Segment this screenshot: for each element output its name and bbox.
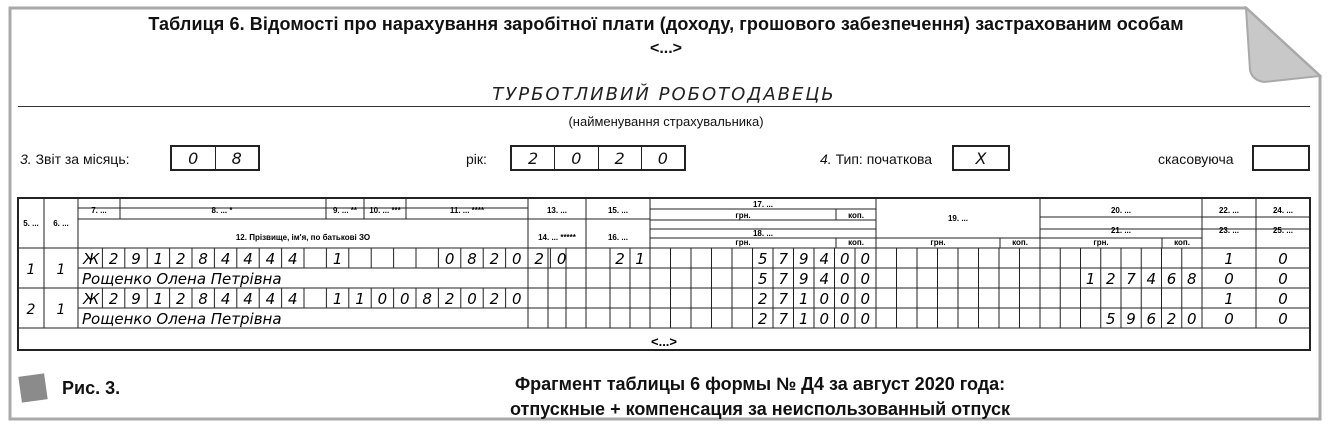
code-char: 2 xyxy=(489,290,500,308)
col-18-digit: 2 xyxy=(757,310,768,328)
figure-caption xyxy=(420,372,1100,422)
code-char: 2 xyxy=(108,250,119,268)
code-char: 2 xyxy=(534,250,544,268)
col-18-digit: 0 xyxy=(860,270,871,288)
col-21-digit: 7 xyxy=(1126,270,1136,288)
col-17-digit: 0 xyxy=(860,250,871,268)
col-17-digit: 1 xyxy=(798,290,809,308)
header-col-19-grn: грн. xyxy=(930,238,946,247)
col-17-digit: 2 xyxy=(757,290,768,308)
type-initial-mark: X xyxy=(975,148,987,168)
code-char: Ж xyxy=(83,250,100,268)
year-digit: 2 xyxy=(598,147,641,169)
col-25-value: 0 xyxy=(1278,270,1288,288)
col-21-digit: 0 xyxy=(1186,310,1197,328)
code-char: 2 xyxy=(176,250,186,268)
code-char: 8 xyxy=(198,290,208,308)
header-col-25: 25. ... xyxy=(1272,226,1294,235)
col-18-digit: 0 xyxy=(819,310,830,328)
col-24-value: 0 xyxy=(1278,250,1288,268)
col-24-value: 0 xyxy=(1278,290,1288,308)
header-col-19: 19. ... xyxy=(947,214,969,223)
header-col-18-kop: коп. xyxy=(848,238,864,247)
col-17-digit: 7 xyxy=(778,290,789,308)
code-char: 4 xyxy=(220,250,231,268)
col-18-digit: 9 xyxy=(798,270,809,288)
col-17-digit: 4 xyxy=(819,250,830,268)
col-21-digit: 4 xyxy=(1146,270,1157,288)
code-char: 0 xyxy=(512,250,522,268)
code-char: 1 xyxy=(332,250,343,268)
header-col-8: 8. ... * xyxy=(211,206,233,215)
header-col-11: 11. ... **** xyxy=(449,206,485,215)
figure-caption-line-2: отпускные + компенсация за неиспользованный отпуск xyxy=(510,399,1010,419)
col-15-digit: 2 xyxy=(615,250,625,268)
col-21-digit: 1 xyxy=(1085,270,1096,288)
header-col-21-grn: грн. xyxy=(1093,238,1109,247)
year-digit: 0 xyxy=(641,147,684,169)
code-char: 2 xyxy=(108,290,119,308)
header-col-23: 23. ... xyxy=(1218,226,1240,235)
col-17-digit: 5 xyxy=(757,250,768,268)
row-type-code: 1 xyxy=(56,302,66,318)
col-21-digit: 6 xyxy=(1146,310,1157,328)
code-char: Ж xyxy=(83,290,100,308)
col-18-digit: 1 xyxy=(798,310,809,328)
header-col-9: 9. ... ** xyxy=(332,206,358,215)
col-18-digit: 7 xyxy=(778,270,789,288)
row-number: 2 xyxy=(26,302,36,318)
header-col-15: 15. ... xyxy=(607,206,629,215)
col-17-digit: 0 xyxy=(839,250,850,268)
code-char: 1 xyxy=(153,290,164,308)
code-char: 4 xyxy=(288,250,298,268)
col-21-digit: 2 xyxy=(1105,270,1116,288)
col-23-value: 0 xyxy=(1224,270,1234,288)
code-char: 9 xyxy=(131,250,141,268)
code-char: 1 xyxy=(355,290,365,308)
col-18-digit: 0 xyxy=(839,270,850,288)
header-col-21: 21. ... xyxy=(1110,226,1132,235)
col-21-digit: 8 xyxy=(1186,270,1197,288)
year-digit: 0 xyxy=(554,147,597,169)
header-col-24: 24. ... xyxy=(1272,206,1294,215)
col-17-digit: 7 xyxy=(778,250,789,268)
table-footer-continuation: <...> xyxy=(650,334,678,349)
header-col-5: 5. ... xyxy=(23,219,39,228)
code-char: 4 xyxy=(243,250,253,268)
month-digit: 8 xyxy=(215,147,259,169)
code-char: 9 xyxy=(131,290,141,308)
month-digit: 0 xyxy=(188,148,199,168)
header-col-17-kop: коп. xyxy=(848,211,864,220)
year-digit: 2 xyxy=(528,148,539,168)
header-col-18-grn: грн. xyxy=(735,238,751,247)
col-23-value: 0 xyxy=(1224,310,1234,328)
code-char: 8 xyxy=(198,250,208,268)
employee-name: Рощенко Олена Петрівна xyxy=(82,270,282,288)
col-18-digit: 4 xyxy=(819,270,830,288)
col-21-digit: 9 xyxy=(1126,310,1136,328)
code-char: 4 xyxy=(288,290,298,308)
col-21-digit: 5 xyxy=(1105,310,1116,328)
employer-name: ТУРБОТЛИВИЙ РОБОТОДАВЕЦЬ xyxy=(18,84,1310,107)
code-char: 4 xyxy=(265,290,276,308)
code-char: 2 xyxy=(489,250,500,268)
header-col-19-kop: коп. xyxy=(1012,238,1028,247)
header-col-22: 22. ... xyxy=(1218,206,1240,215)
year-label: рік: xyxy=(466,151,487,167)
header-col-7: 7. ... xyxy=(91,206,107,215)
header-col-10: 10. ... *** xyxy=(369,206,401,215)
code-char: 4 xyxy=(243,290,253,308)
header-col-6: 6. ... xyxy=(53,219,69,228)
code-char: 0 xyxy=(467,290,477,308)
header-col-16: 16. ... xyxy=(607,233,629,242)
header-col-18: 18. ... xyxy=(752,229,774,238)
employee-name: Рощенко Олена Петрівна xyxy=(82,310,282,328)
figure-label: Рис. 3. xyxy=(62,378,121,398)
header-col-12: 12. Прізвище, ім'я, по батькові ЗО xyxy=(235,233,371,242)
row-number: 1 xyxy=(26,262,36,278)
code-char: 8 xyxy=(467,250,477,268)
col-17-digit: 9 xyxy=(798,250,809,268)
col-21-digit: 6 xyxy=(1166,270,1177,288)
col-17-digit: 0 xyxy=(819,290,830,308)
col-18-digit: 0 xyxy=(860,310,871,328)
col-22-value: 1 xyxy=(1224,290,1234,308)
header-col-20: 20. ... xyxy=(1110,206,1132,215)
col-15-digit: 1 xyxy=(635,250,645,268)
col-17-digit: 0 xyxy=(860,290,871,308)
header-col-14: 14. ... ***** xyxy=(538,233,576,242)
code-char: 0 xyxy=(512,290,522,308)
continuation-mark: <...> xyxy=(649,40,683,57)
col-22-value: 1 xyxy=(1224,250,1234,268)
figure-marker-icon xyxy=(18,373,47,402)
code-char: 0 xyxy=(400,290,410,308)
code-char: 1 xyxy=(153,250,164,268)
col-17-digit: 0 xyxy=(839,290,850,308)
table-title: Таблиця 6. Відомості про нарахування заробітної плати (доходу, грошового забезпечення) застрахованим особам xyxy=(148,14,1184,34)
code-char: 2 xyxy=(444,290,455,308)
month-label: 3. Звіт за місяць: xyxy=(20,151,130,167)
col-21-digit: 2 xyxy=(1166,310,1177,328)
header-col-13: 13. ... xyxy=(546,206,568,215)
header-col-17-grn: грн. xyxy=(735,211,751,220)
col-18-digit: 7 xyxy=(778,310,789,328)
col-18-digit: 5 xyxy=(757,270,768,288)
col-18-digit: 0 xyxy=(839,310,850,328)
code-char: 0 xyxy=(556,250,567,268)
code-char: 0 xyxy=(377,290,388,308)
col-25-value: 0 xyxy=(1278,310,1288,328)
code-char: 0 xyxy=(444,250,455,268)
row-type-code: 1 xyxy=(56,262,66,278)
header-col-21-kop: коп. xyxy=(1174,238,1190,247)
code-char: 8 xyxy=(422,290,432,308)
code-char: 2 xyxy=(176,290,186,308)
employer-caption: (найменування страхувальника) xyxy=(568,114,764,129)
code-char: 1 xyxy=(332,290,343,308)
type-label: 4. Тип: початкова xyxy=(820,151,933,167)
code-char: 4 xyxy=(220,290,231,308)
header-col-17: 17. ... xyxy=(752,200,774,209)
code-char: 4 xyxy=(265,250,276,268)
figure-caption-line-1: Фрагмент таблицы 6 формы № Д4 за август 2020 года: xyxy=(514,374,1006,394)
type-cancel-label: скасовуюча xyxy=(1158,151,1234,167)
